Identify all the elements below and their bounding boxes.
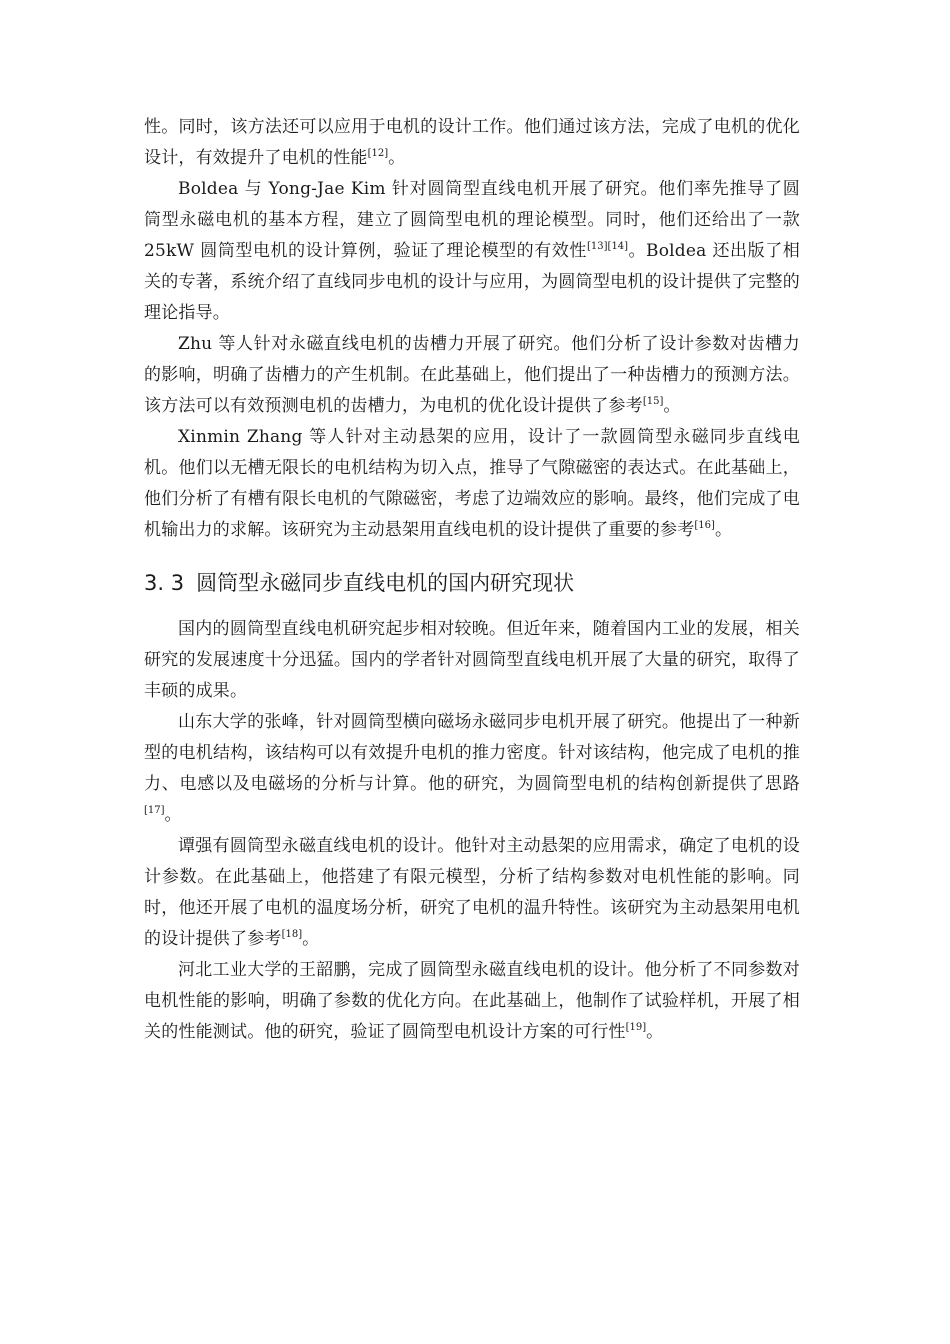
- paragraph-5: [144, 614, 800, 707]
- paragraph-text: Boldea 与 Yong-Jae Kim 针对圆筒型直线电机开展了研究。他们率先推导了圆筒型永磁电机的基本方程，建立了圆筒型电机的理论模型。同时，他们还给出了一款 25kW 圆筒型电机的设计算例，验证了理论模型的有效性: [144, 179, 800, 261]
- paragraph-tail: 。: [714, 520, 733, 540]
- paragraph-1: [144, 112, 800, 174]
- paragraph-text: Xinmin Zhang 等人针对主动悬架的应用，设计了一款圆筒型永磁同步直线电机。他们以无槽无限长的电机结构为切入点，推导了气隙磁密的表达式。在此基础上，他们分析了有槽有限长电机的气隙磁密，考虑了边端效应的影响。最终，他们完成了电机输出力的求解。该研究为主动悬架用直线电机的设计提供了重要的参考: [144, 427, 800, 540]
- paragraph-text: 国内的圆筒型直线电机研究起步相对较晚。但近年来，随着国内工业的发展，相关研究的发展速度十分迅猛。国内的学者针对圆筒型直线电机开展了大量的研究，取得了丰硕的成果。: [144, 619, 800, 701]
- citation-ref: [18]: [281, 929, 303, 940]
- section-number: 3. 3: [144, 571, 185, 595]
- section-title: 圆筒型永磁同步直线电机的国内研究现状: [196, 571, 575, 595]
- citation-ref: [19]: [625, 1022, 647, 1033]
- citation-ref: [13][14]: [587, 241, 629, 252]
- paragraph-tail: 。Boldea 还出版了相关的专著，系统介绍了直线同步电机的设计与应用，为圆筒型电机的设计提供了完整的理论指导。: [144, 241, 801, 323]
- paragraph-6: [144, 707, 800, 831]
- document-page: [144, 112, 800, 1048]
- paragraph-text: 山东大学的张峰，针对圆筒型横向磁场永磁同步电机开展了研究。他提出了一种新型的电机结构，该结构可以有效提升电机的推力密度。针对该结构，他完成了电机的推力、电感以及电磁场的分析与计算。他的研究，为圆筒型电机的结构创新提供了思路: [144, 712, 800, 794]
- paragraph-tail: 。: [164, 805, 182, 825]
- paragraph-8: [144, 955, 800, 1048]
- paragraph-4: [144, 422, 800, 546]
- paragraph-tail: 。: [302, 929, 320, 949]
- paragraph-tail: 。: [646, 1022, 664, 1042]
- citation-ref: [15]: [642, 396, 664, 407]
- citation-ref: [17]: [144, 805, 165, 816]
- citation-ref: [16]: [694, 520, 715, 531]
- paragraph-text: 河北工业大学的王韶鹏，完成了圆筒型永磁直线电机的设计。他分析了不同参数对电机性能的影响，明确了参数的优化方向。在此基础上，他制作了试验样机，开展了相关的性能测试。他的研究，验证了圆筒型电机设计方案的可行性: [144, 960, 800, 1042]
- paragraph-text: 性。同时，该方法还可以应用于电机的设计工作。他们通过该方法，完成了电机的优化设计，有效提升了电机的性能: [144, 117, 800, 168]
- paragraph-3: [144, 329, 800, 422]
- paragraph-text: 谭强有圆筒型永磁直线电机的设计。他针对主动悬架的应用需求，确定了电机的设计参数。在此基础上，他搭建了有限元模型，分析了结构参数对电机性能的影响。同时，他还开展了电机的温度场分析，研究了电机的温升特性。该研究为主动悬架用电机的设计提供了参考: [144, 836, 800, 949]
- section-heading: [144, 566, 800, 600]
- paragraph-tail: 。: [663, 396, 681, 416]
- paragraph-7: [144, 831, 800, 955]
- paragraph-tail: 。: [388, 148, 406, 168]
- paragraph-text: Zhu 等人针对永磁直线电机的齿槽力开展了研究。他们分析了设计参数对齿槽力的影响，明确了齿槽力的产生机制。在此基础上，他们提出了一种齿槽力的预测方法。该方法可以有效预测电机的齿槽力，为电机的优化设计提供了参考: [144, 334, 800, 416]
- paragraph-2: [144, 174, 800, 329]
- citation-ref: [12]: [367, 148, 389, 159]
